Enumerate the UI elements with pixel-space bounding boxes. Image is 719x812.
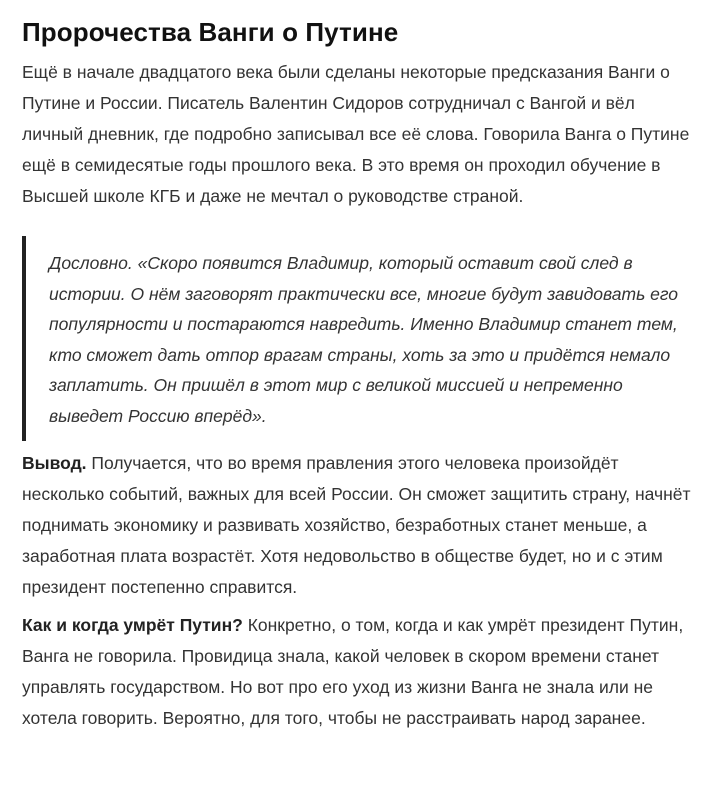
death-lead: Как и когда умрёт Путин? xyxy=(22,615,243,635)
conclusion-text: Получается, что во время правления этого человека произойдёт несколько событий, важных для всей России. Он сможет защитить страну, начнёт поднимать экономику и развивать хозяйство, безработных станет меньше, а заработная плата возрастёт. Хотя недовольство в обществе будет, но и с этим президент постепенно справится. xyxy=(22,453,691,597)
prophecy-quote: Дословно. «Скоро появится Владимир, который оставит свой след в истории. О нём заговорят практически все, многие будут завидовать его популярности и постараются навредить. Именно Владимир станет тем, кто сможет дать отпор врагам страны, хоть за это и придётся немало заплатить. Он пришёл в этот мир с великой миссией и непременно выведет Россию вперёд». xyxy=(22,236,697,441)
death-text: Конкретно, о том, когда и как умрёт президент Путин, Ванга не говорила. Провидица знала, какой человек в скором времени станет управлять государством. Но вот про его уход из жизни Ванга не знала или не хотела говорить. Вероятно, для того, чтобы не расстраивать народ заранее. xyxy=(22,615,684,728)
intro-paragraph: Ещё в начале двадцатого века были сделаны некоторые предсказания Ванги о Путине и России. Писатель Валентин Сидоров сотрудничал с Вангой и вёл личный дневник, где подробно записывал все её слова. Говорила Ванга о Путине ещё в семидесятые годы прошлого века. В это время он проходил обучение в Высшей школе КГБ и даже не мечтал о руководстве страной. xyxy=(22,62,690,206)
death-paragraph xyxy=(22,610,697,734)
conclusion-paragraph xyxy=(22,448,697,603)
article-title: Пророчества Ванги о Путине xyxy=(22,17,399,47)
conclusion-lead: Вывод. xyxy=(22,453,87,473)
